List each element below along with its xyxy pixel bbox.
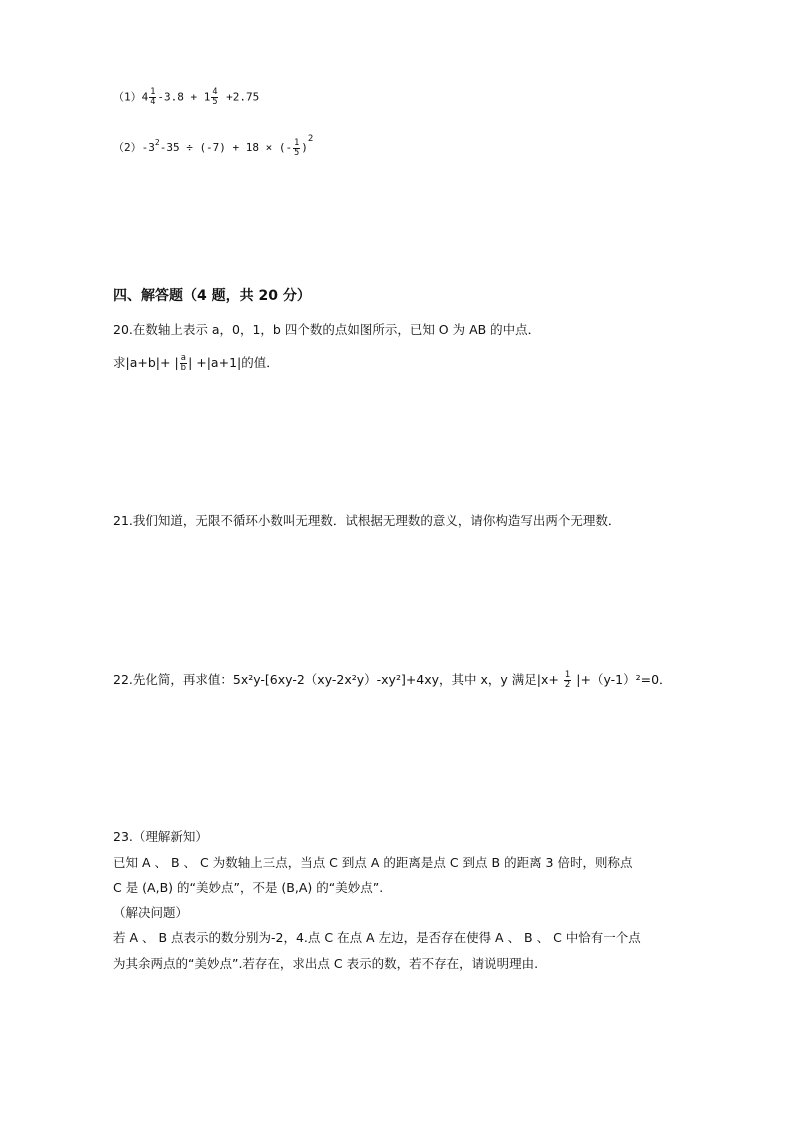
fraction: [180, 354, 187, 373]
exponent: 2: [307, 134, 314, 144]
expression-part: -3.8 + 1: [157, 90, 211, 104]
fraction: [293, 139, 300, 158]
q19-part1-label: （1）: [113, 90, 142, 104]
exponent: 2: [154, 138, 160, 147]
fraction-numerator: a: [180, 353, 186, 363]
fraction-numerator: 1: [294, 137, 300, 148]
expression-part: -3: [141, 141, 155, 154]
fraction-denominator: 4: [150, 97, 156, 107]
expression-part: -35 ÷ (-7) + 18 × (: [159, 141, 286, 154]
expression-part: 求|a+b|+ |: [113, 355, 179, 370]
fraction-denominator: 5: [294, 147, 300, 158]
expression-part: +2.75: [219, 90, 260, 104]
fraction: [564, 671, 571, 690]
expression-part: 22.先化简，再求值：5x²y-[6xy-2（xy-2x²y）-xy²]+4xy，其中 x，y 满足|x+: [113, 672, 563, 687]
fraction-denominator: 5: [212, 97, 218, 107]
q22-text: [113, 671, 672, 690]
fraction-numerator: 1: [564, 670, 571, 680]
fraction-numerator: 4: [212, 87, 218, 97]
fraction-numerator: 1: [150, 87, 156, 97]
section-heading: 四、解答题（4 题，共 20 分）: [113, 288, 311, 304]
q23-line5: 若 A 、 B 点表示的数分别为-2，4.点 C 在点 A 左边，是否存在使得 A 、 B 、 C 中恰有一个点: [113, 930, 641, 945]
q20-line2: [113, 354, 279, 373]
mixed-whole: 4: [141, 90, 149, 104]
mixed-number-1: [142, 88, 158, 107]
q23-line4: （解决问题）: [113, 905, 189, 920]
q23-line3: C 是 (A,B) 的“美妙点”，不是 (B,A) 的“美妙点”.: [113, 880, 384, 895]
q21-text: 21.我们知道，无限不循环小数叫无理数．试根据无理数的意义，请你构造写出两个无理数．: [113, 513, 621, 528]
q23-line1: 23.（理解新知）: [113, 829, 208, 844]
expression-part: | +|a+1|的值．: [188, 355, 279, 370]
q23-line6: 为其余两点的“美妙点”.若存在，求出点 C 表示的数，若不存在，请说明理由.: [113, 956, 539, 971]
sign: -: [285, 141, 293, 154]
q19-part2-label: （2）: [113, 141, 142, 154]
q20-line1: 20.在数轴上表示 a，0，1，b 四个数的点如图所示，已知 O 为 AB 的中点．: [113, 322, 541, 337]
q19-part2: [113, 131, 313, 158]
q23-line2: 已知 A 、 B 、 C 为数轴上三点，当点 C 到点 A 的距离是点 C 到点 B 的距离 3 倍时，则称点: [113, 855, 633, 870]
fraction: [211, 88, 218, 107]
fraction: [149, 88, 156, 107]
close-paren: ): [301, 141, 308, 154]
fraction-denominator: b: [180, 363, 187, 373]
expression-part: |+（y-1）²=0．: [572, 672, 672, 687]
fraction-denominator: 2: [564, 680, 571, 690]
q19-part1: [113, 88, 259, 107]
